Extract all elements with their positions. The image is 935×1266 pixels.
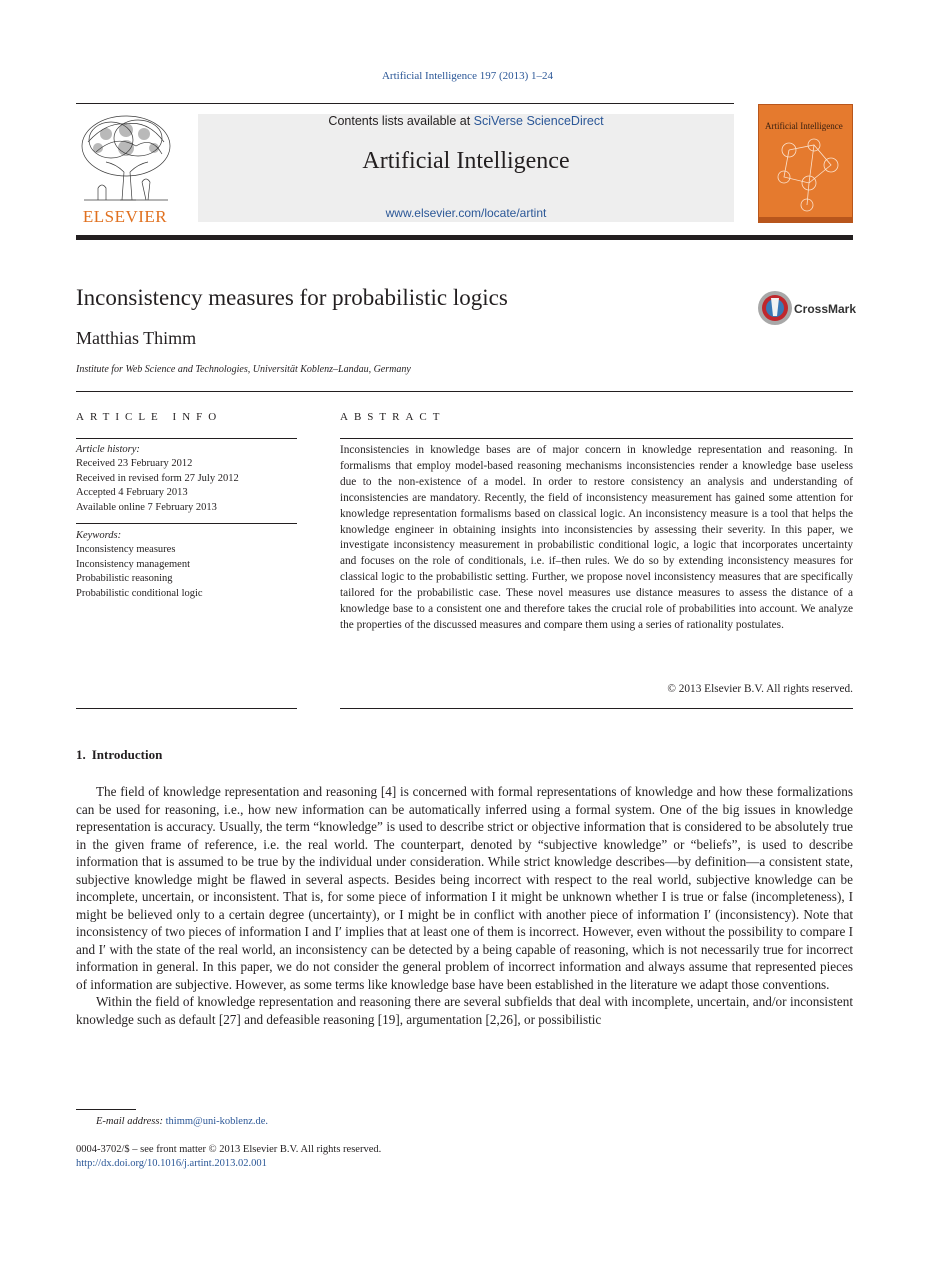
keywords	[76, 529, 203, 601]
journal-url-link[interactable]: www.elsevier.com/locate/artint	[385, 206, 547, 220]
title-block-rule	[76, 391, 853, 392]
section-number: 1.	[76, 747, 86, 762]
keywords-label: Keywords:	[76, 530, 122, 541]
info-top-rule	[76, 438, 297, 439]
footnote	[96, 1116, 268, 1127]
journal-title: Artificial Intelligence	[362, 148, 570, 174]
cover-title: Artificial Intelligence	[765, 121, 843, 131]
crossmark-label: CrossMark	[794, 302, 857, 316]
body-text	[76, 783, 853, 1028]
journal-cover-image[interactable]	[758, 104, 853, 223]
journal-header-box	[198, 114, 734, 222]
doi-link[interactable]: http://dx.doi.org/10.1016/j.artint.2013.02.001	[76, 1158, 267, 1170]
keyword-item: Probabilistic conditional logic	[76, 587, 203, 599]
email-label: E-mail address:	[96, 1116, 166, 1127]
header-thick-rule	[76, 235, 853, 240]
abstract-top-rule	[340, 438, 853, 439]
keywords-rule	[76, 523, 297, 524]
author-affiliation: Institute for Web Science and Technologies, Universität Koblenz–Landau, Germany	[76, 364, 411, 375]
abstract-bottom-rule	[340, 708, 853, 709]
section-heading-introduction	[76, 747, 162, 763]
front-matter	[76, 1143, 381, 1172]
info-bottom-rule	[76, 708, 297, 709]
email-link[interactable]: thimm@uni-koblenz.de.	[165, 1116, 269, 1127]
elsevier-wordmark: ELSEVIER	[82, 207, 168, 226]
crossmark-icon	[757, 290, 793, 326]
history-revised: Received in revised form 27 July 2012	[76, 472, 239, 484]
crossmark-badge[interactable]	[757, 290, 857, 328]
journal-reference[interactable]: Artificial Intelligence 197 (2013) 1–24	[381, 70, 554, 82]
footnote-rule	[76, 1109, 136, 1110]
cover-graph-icon	[759, 105, 853, 223]
article-title: Inconsistency measures for probabilistic logics	[76, 285, 508, 310]
abstract-heading: ABSTRACT	[340, 411, 446, 423]
history-label: Article history:	[76, 444, 140, 455]
article-history	[76, 443, 239, 515]
keyword-item: Inconsistency measures	[76, 544, 176, 556]
contents-line	[198, 114, 734, 128]
issn-line: 0004-3702/$ – see front matter © 2013 Elsevier B.V. All rights reserved.	[76, 1144, 382, 1155]
abstract-copyright: © 2013 Elsevier B.V. All rights reserved.	[667, 683, 853, 695]
tree-icon	[76, 112, 174, 204]
contents-prefix: Contents lists available at	[328, 114, 474, 128]
section-title: Introduction	[91, 747, 163, 762]
keyword-item: Inconsistency management	[76, 558, 191, 570]
abstract-text: Inconsistencies in knowledge bases are of major concern in knowledge representation and reasoning. In formalisms that employ model-based reasoning mechanisms inconsistencies render a knowledge base useless due to the non-existence of a model. In order to restore consistency an analysis and understanding of inconsistencies are mandatory. Recently, the field of inconsistency measurement has gained some attention for knowledge representation formalisms based on classical logic. An inconsistency measure is a tool that helps the knowledge engineer in obtaining insights into inconsistencies by assessing their severity. In this paper, we investigate inconsistency measurement in probabilistic conditional logic, a logic that incorporates uncertainty and focuses on the role of conditionals, i.e. if–then rules. We do so by extending inconsistency measures for classical logic to the probabilistic setting. Further, we propose novel inconsistency measures that are specifically tailored for the probabilistic case. These novel measures use distance measures to assess the distance of a knowledge base to a consistent one and therefore takes the crucial role of probabilities into account. We analyze the properties of the discussed measures and compare them using a series of rationality postulates.	[340, 444, 853, 631]
author-name: Matthias Thimm	[76, 328, 197, 348]
keyword-item: Probabilistic reasoning	[76, 573, 173, 585]
intro-paragraph-1: The field of knowledge representation and reasoning [4] is concerned with formal representations of knowledge and how these formalizations can be used for reasoning, i.e., how new information can be automatically inferred using a formal system. One of the big issues in knowledge representation is accuracy. Usually, the term “knowledge” is used to describe strict or objective information that is considered to be absolutely true in the given frame of reference, i.e. the real world. The counterpart, denoted by “subjective knowledge” or “beliefs”, is used to describe information that is assumed to be true by the individual under consideration. While strict knowledge describes—by definition—a consistent state, subjective knowledge might be flawed in several aspects. Besides being incorrect with respect to the real world, subjective knowledge can be incomplete, uncertain, or inconsistent. That is, for some piece of information I it might be unknown whether I is true or false (incompleteness), I might be believed only to a certain degree (uncertainty), or I might be in conflict with another piece of information I′ (inconsistency). Note that inconsistency of two pieces of information I and I′ implies that at least one of them is incorrect. However, even without the possibility to compare I and I′ with the state of the real world, an inconsistency can be detected by a being capable of reasoning, which is not necessarily true for incorrect information in general. In this paper, we do not consider the general problem of incorrect information and always assume that represented pieces of information are subjective. However, as some terms like knowledge base have been established in the literature we adapt those conventions.	[76, 784, 853, 992]
article-info-heading: ARTICLE INFO	[76, 411, 223, 423]
history-received: Received 23 February 2012	[76, 458, 193, 470]
header-top-rule	[76, 103, 734, 104]
sciencedirect-link[interactable]: SciVerse ScienceDirect	[473, 114, 604, 128]
elsevier-logo	[76, 112, 174, 224]
history-accepted: Accepted 4 February 2013	[76, 487, 188, 499]
intro-paragraph-2: Within the field of knowledge representation and reasoning there are several subfields that deal with incomplete, uncertain, and/or inconsistent knowledge such as default [27] and defeasible reasoning [19], argumentation [2,26], or possibilistic	[76, 994, 853, 1027]
history-online: Available online 7 February 2013	[76, 501, 217, 513]
